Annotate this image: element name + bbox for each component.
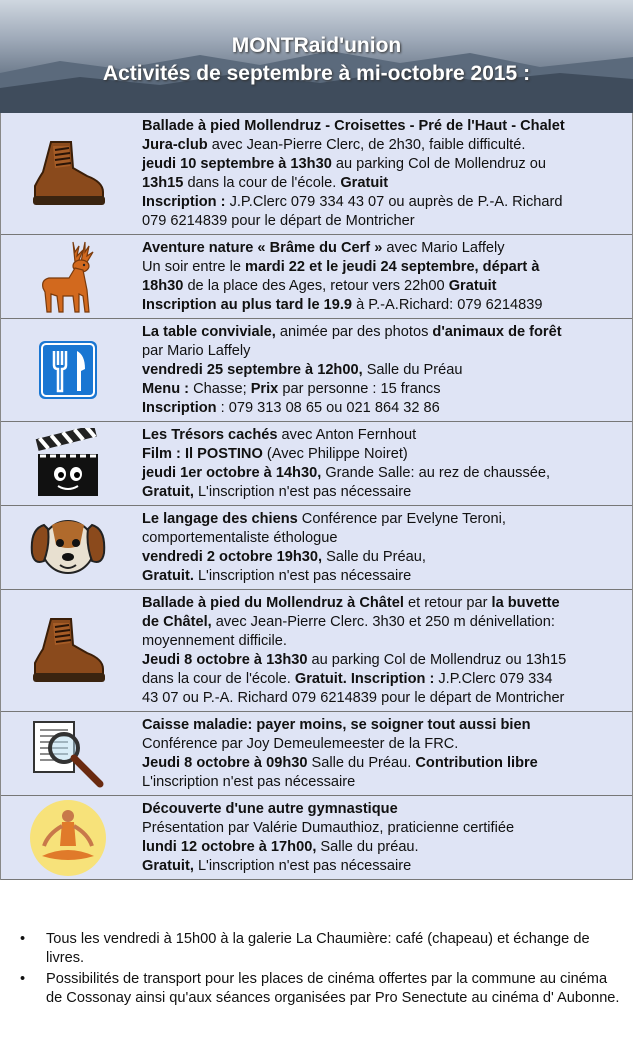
page-header (0, 0, 633, 113)
yoga-pose-icon (1, 796, 134, 879)
activity-line: Présentation par Valérie Dumauthioz, praticienne certifiée (142, 820, 515, 836)
activity-description (142, 319, 632, 421)
activity-line: par Mario Laffely (142, 343, 251, 359)
activity-line: L'inscription n'est pas nécessaire (142, 774, 356, 790)
activity-line: de Châtel, avec Jean-Pierre Clerc. 3h30 et 250 m dénivellation: (142, 614, 555, 630)
activity-line: Le langage des chiens Conférence par Evelyne Teroni, (142, 511, 506, 527)
activity-row (1, 113, 632, 235)
activity-description (142, 712, 632, 795)
activity-line: Jeudi 8 octobre à 13h30 au parking Col de Mollendruz ou 13h15 (142, 652, 567, 668)
activity-line: Gratuit, L'inscription n'est pas nécessaire (142, 858, 412, 874)
dog-face-icon (1, 506, 134, 589)
activities-table (0, 113, 633, 880)
activity-row (1, 235, 632, 319)
activity-row (1, 319, 632, 422)
activity-row (1, 506, 632, 590)
activity-line: Ballade à pied du Mollendruz à Châtel et retour par la buvette (142, 595, 560, 611)
activity-row (1, 422, 632, 506)
activity-line: 079 6214839 pour le départ de Montricher (142, 213, 415, 229)
activity-description (142, 590, 632, 711)
activity-description (142, 235, 632, 318)
activity-line: Jura-club avec Jean-Pierre Clerc, de 2h30, faible difficulté. (142, 137, 526, 153)
activity-line: Gratuit, L'inscription n'est pas nécessaire (142, 484, 412, 500)
activity-line: Conférence par Joy Demeulemeester de la FRC. (142, 736, 459, 752)
activity-description (142, 422, 632, 505)
activity-line: vendredi 25 septembre à 12h00, Salle du Préau (142, 362, 463, 378)
notes-list (0, 930, 620, 1010)
activity-line: Menu : Chasse; Prix par personne : 15 francs (142, 381, 441, 397)
activity-line: lundi 12 octobre à 17h00, Salle du préau. (142, 839, 419, 855)
activity-line: Aventure nature « Brâme du Cerf » avec Mario Laffely (142, 240, 505, 256)
activity-line: moyennement difficile. (142, 633, 287, 649)
activity-line: dans la cour de l'école. Gratuit. Inscription : J.P.Clerc 079 334 (142, 671, 553, 687)
activity-line: 13h15 dans la cour de l'école. Gratuit (142, 175, 389, 191)
header-subtitle: Activités de septembre à mi-octobre 2015 : (102, 62, 531, 85)
activity-line: La table conviviale, animée par des photos d'animaux de forêt (142, 324, 562, 340)
activity-line: Un soir entre le mardi 22 et le jeudi 24 septembre, départ à (142, 259, 540, 275)
activity-line: Découverte d'une autre gymnastique (142, 801, 398, 817)
activity-row (1, 796, 632, 880)
note-item: • Tous les vendredi à 15h00 à la galerie La Chaumière: café (chapeau) et échange de livres. (46, 930, 620, 968)
note-item: • Possibilités de transport pour les places de cinéma offertes par la commune au cinéma de Cossonay ainsi qu'aux séances organisées par Pro Senectute au cinéma d' Aubonne. (46, 970, 620, 1008)
activity-line: Inscription : J.P.Clerc 079 334 43 07 ou auprès de P.-A. Richard (142, 194, 563, 210)
activity-line: comportementaliste éthologue (142, 530, 338, 546)
activity-description (142, 506, 632, 589)
header-title: MONTRaid'union (231, 34, 402, 57)
activity-line: Ballade à pied Mollendruz - Croisettes - Pré de l'Haut - Chalet (142, 118, 565, 134)
activity-line: Film : Il POSTINO (Avec Philippe Noiret) (142, 446, 408, 462)
activity-line: Inscription : 079 313 08 65 ou 021 864 32 86 (142, 400, 440, 416)
activity-line: Inscription au plus tard le 19.9 à P.-A.Richard: 079 6214839 (142, 297, 543, 313)
hiking-boot-icon (1, 590, 134, 711)
clapperboard-icon (1, 422, 134, 505)
activity-line: 43 07 ou P.-A. Richard 079 6214839 pour le départ de Montricher (142, 690, 565, 706)
activity-row (1, 712, 632, 796)
activity-description (142, 796, 632, 879)
magnifier-document-icon (1, 712, 134, 795)
activity-line: 18h30 de la place des Ages, retour vers 22h00 Gratuit (142, 278, 497, 294)
activity-line: Les Trésors cachés avec Anton Fernhout (142, 427, 417, 443)
activity-line: jeudi 1er octobre à 14h30, Grande Salle: au rez de chaussée, (142, 465, 551, 481)
activity-line: jeudi 10 septembre à 13h30 au parking Col de Mollendruz ou (142, 156, 546, 172)
hiking-boot-icon (1, 113, 134, 234)
activity-line: Jeudi 8 octobre à 09h30 Salle du Préau. Contribution libre (142, 755, 538, 771)
deer-icon (1, 235, 134, 318)
activity-row (1, 590, 632, 712)
activity-description (142, 113, 632, 234)
activity-line: vendredi 2 octobre 19h30, Salle du Préau, (142, 549, 426, 565)
activity-line: Gratuit. L'inscription n'est pas nécessaire (142, 568, 412, 584)
fork-knife-icon (1, 319, 134, 421)
activity-line: Caisse maladie: payer moins, se soigner tout aussi bien (142, 717, 531, 733)
